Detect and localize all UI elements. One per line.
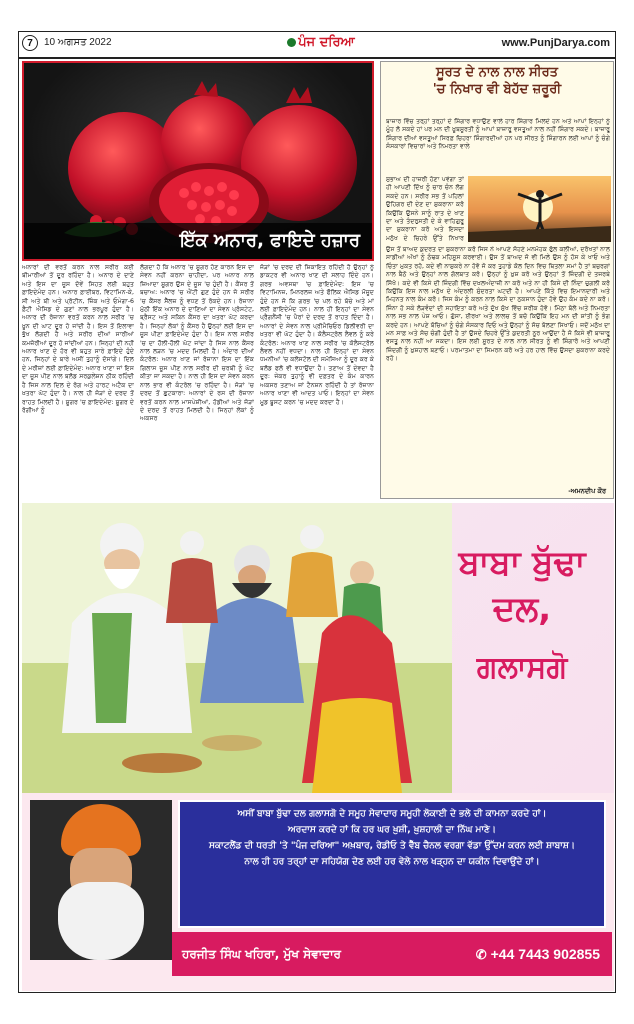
ad-message-line-4: ਨਾਲ ਹੀ ਹਰ ਤਰ੍ਹਾਂ ਦਾ ਸਹਿਯੋਗ ਦੇਣ ਲਈ ਹਰ ਵੇਲੇ ਨਾਲ ਖੜ੍ਹਨ ਦਾ ਯਕੀਨ ਦਿਵਾਉਂਦੇ ਹਾਂ।	[244, 857, 540, 867]
logo-dot-icon	[287, 38, 296, 47]
issue-date: 10 ਅਗਸਤ 2022	[44, 37, 112, 48]
newspaper-logo	[250, 33, 390, 53]
banner-title-line-2: ਦਲ,	[492, 589, 552, 629]
page-header	[18, 30, 616, 56]
banner-title-line-1: ਬਾਬਾ ਬੁੱਢਾ	[458, 543, 586, 583]
side-article-body: ਉਸ ਤੋਂ ਬਾਅਦ ਕੁਦਰਤ ਦਾ ਸ਼ੁਕਰਾਨਾ ਕਰੋ ਜਿਸ ਨੇ ਆਪਣੇ ਸੋਹਣੇ ਮਨਮੋਹਕ ਫੁੱਲ ਕਲੀਆਂ, ਦਰੱਖਤਾਂ ਨਾਲ ਸਾਡੀਆਂ ਅੱਖਾਂ ਨੂੰ ਠੰਢਕ ਮਹਿਸੂਸ ਕਰਵਾਈ। ਉਸ ਤੋਂ ਬਾਅਦ ਜੋ ਵੀ ਮਿਲੇ ਉਸ ਨੂੰ ਹੱਸ ਕੇ ਖਾਓ ਅਤੇ ਚਿੰਤਾ ਮੁਕਤ ਰਹੋ, ਕਦੇ ਵੀ ਨਾਸ਼ੁਕਰੇ ਨਾ ਹੋਵੋ ਜੋ ਕਰ ਤੁਹਾਡੇ ਕੋਲ ਦਿਨ ਵਿਚ ਥਿਤਲਾ ਸਮਾਂ ਹੈ ਤਾਂ ਬਜ਼ੁਰਗਾਂ ਨਾਲ ਬੈਠੋ ਅਤੇ ਉਨ੍ਹਾਂ ਨਾਲ ਗੱਲਬਾਤ ਕਰੋ। ਉਨ੍ਹਾਂ ਨੂੰ ਖ਼ੁਸ਼ ਕਰੋ ਅਤੇ ਉਨ੍ਹਾਂ ਤੋਂ ਜ਼ਿੰਦਗੀ ਦੇ ਤਜਰਬੇ ਸਿੱਖੋ। ਕਦੇ ਵੀ ਕਿਸੇ ਦੀ ਜ਼ਿੰਦਗੀ ਵਿੱਚ ਦਖ਼ਲਅੰਦਾਜ਼ੀ ਨਾ ਕਰੋ ਅਤੇ ਨਾ ਹੀ ਕਿਸੇ ਦੀ ਨਿੰਦਾ ਚੁਗਲੀ ਕਰੋ ਕਿਉਂਕਿ ਇਸ ਨਾਲ ਮਨੁੱਖ ਦੇ ਅੰਦਰਲੀ ਸੁੰਦਰਤਾ ਘਟਦੀ ਹੈ। ਆਪਣੇ ਕਿੱਤੇ ਵਿਚ ਇਮਾਨਦਾਰੀ ਅਤੇ ਮਿਹਨਤ ਨਾਲ ਕੰਮ ਕਰੋ। ਜਿਸ ਕੰਮ ਨੂੰ ਕਰਨ ਨਾਲ ਕਿਸੇ ਦਾ ਨੁਕਸਾਨ ਹੁੰਦਾ ਹੋਵੇ ਉਹ ਕੰਮ ਕਦੇ ਨਾ ਕਰੋ। ਜਿੰਨਾ ਹੋ ਸਕੇ ਲੋੜਵੰਦਾਂ ਦੀ ਸਹਾਇਤਾ ਕਰੋ ਅਤੇ ਦੁੱਖ ਸੁੱਖ ਵਿੱਚ ਸ਼ਰੀਕ ਹੋਵੋ। ਮਿੱਠਾ ਬੋਲੋ ਅਤੇ ਨਿਮਰਤਾ ਨਾਲ ਸਭ ਨਾਲ ਪੇਸ਼ ਆਓ। ਗੁੱਸਾ, ਈਰਖਾ ਅਤੇ ਲਾਲਚ ਤੋਂ ਬਚੋ ਕਿਉਂਕਿ ਇਹ ਮਨ ਦੀ ਸ਼ਾਂਤੀ ਨੂੰ ਭੰਗ ਕਰਦੇ ਹਨ। ਆਪਣੇ ਬੱਚਿਆਂ ਨੂੰ ਚੰਗੇ ਸੰਸਕਾਰ ਦਿਓ ਅਤੇ ਉਨ੍ਹਾਂ ਨੂੰ ਸੱਚ ਬੋਲਣਾ ਸਿਖਾਓ। ਜਦੋਂ ਮਨੁੱਖ ਦਾ ਮਨ ਸਾਫ਼ ਅਤੇ ਸੋਚ ਚੰਗੀ ਹੁੰਦੀ ਹੈ ਤਾਂ ਉਸਦੇ ਚਿਹਰੇ ਉੱਤੇ ਕੁਦਰਤੀ ਨੂਰ ਆਉਂਦਾ ਹੈ ਜੋ ਕਿਸੇ ਵੀ ਬਾਜ਼ਾਰੂ ਵਸਤੂ ਨਾਲ ਨਹੀਂ ਆ ਸਕਦਾ। ਇਸ ਲਈ ਸੂਰਤ ਦੇ ਨਾਲ ਨਾਲ ਸੀਰਤ ਨੂੰ ਵੀ ਸ਼ਿੰਗਾਰੋ ਅਤੇ ਆਪਣੀ ਜ਼ਿੰਦਗੀ ਨੂੰ ਖ਼ੁਸ਼ਹਾਲ ਬਣਾਓ। ਪਰਮਾਤਮਾ ਦਾ ਸਿਮਰਨ ਕਰੋ ਅਤੇ ਹਰ ਹਾਲ ਵਿੱਚ ਉਸਦਾ ਸ਼ੁਕਰਾਨਾ ਕਰਦੇ ਰਹੋ।	[386, 246, 610, 363]
article-column-3: ਜੋੜਾਂ 'ਚ ਦਰਦ ਦੀ ਸ਼ਿਕਾਇਤ ਰਹਿੰਦੀ ਹੈ ਉਨ੍ਹਾਂ ਨੂੰ ਡਾਕਟਰ ਵੀ ਅਨਾਰ ਖਾਣ ਦੀ ਸਲਾਹ ਦਿੰਦੇ ਹਨ। ਗਰਭ ਅਵਸਥਾ 'ਚ ਫ਼ਾਇਦੇਮੰਦ: ਇਸ 'ਚ ਵਿਟਾਮਿਨਜ਼, ਮਿਨਰਲਜ਼ ਅਤੇ ਫੌਲਿਕ ਐਸਿਡ ਮੌਜੂਦ ਹੁੰਦੇ ਹਨ ਜੋ ਕਿ ਗਰਭ 'ਚ ਪਲ ਰਹੇ ਬੱਚੇ ਅਤੇ ਮਾਂ ਲਈ ਫ਼ਾਇਦੇਮੰਦ ਹਨ। ਨਾਲ ਹੀ ਇਨ੍ਹਾਂ ਦਾ ਸੇਵਨ ਪ੍ਰੈਗਨੈਂਸੀ 'ਚ ਪੈਰਾਂ ਦੇ ਦਰਦ ਤੋਂ ਰਾਹਤ ਦਿੰਦਾ ਹੈ। ਅਨਾਰਾਂ ਦੇ ਸੇਵਨ ਨਾਲ ਪ੍ਰੀਮੈਚਿਓਰ ਡਿਲੀਵਰੀ ਦਾ ਖ਼ਤਰਾ ਵੀ ਘੱਟ ਹੁੰਦਾ ਹੈ। ਕੋਲੈਸਟ੍ਰੋਲ ਲੈਵਲ ਨੂੰ ਕਰੇ ਕੰਟਰੋਲ: ਅਨਾਰ ਖਾਣ ਨਾਲ ਸਰੀਰ 'ਚ ਕੋਲੈਸਟ੍ਰੋਲ ਲੈਵਲ ਨਹੀਂ ਵਧਦਾ। ਨਾਲ ਹੀ ਇਨ੍ਹਾਂ ਦਾ ਸੇਵਨ ਧਮਨੀਆਂ 'ਚ ਕਲੋਸਟੋਲ ਦੀ ਸਮੱਸਿਆ ਨੂੰ ਦੂਰ ਕਰ ਕੇ ਬਲੱਡ ਫਲੋ ਵੀ ਵਧਾਉਂਦਾ ਹੈ। ਤਣਾਅ ਤੋਂ ਦੇਵਦਾ ਹੈ ਦੂਰ: ਜੇਕਰ ਤੁਹਾਨੂੰ ਵੀ ਦਫ਼ਤਰ ਦੇ ਕੰਮ ਕਾਰਨ ਅਕਸਰ ਤਣਾਅ ਜਾਂ ਟੈਨਸ਼ਨ ਰਹਿੰਦੀ ਹੈ ਤਾਂ ਰੋਜ਼ਾਨਾ ਅਨਾਰ ਖਾਣਾ ਵੀ ਆਦਤ ਪਾਓ। ਇਨ੍ਹਾਂ ਦਾ ਸੇਵਨ ਮੂਡ ਬੂਸਟ ਕਰਨ 'ਚ ਮਦਦ ਕਰਦਾ ਹੈ।	[260, 264, 374, 406]
sevadar-name: ਹਰਜੀਤ ਸਿੰਘ ਖਹਿਰਾ, ਮੁੱਖ ਸੇਵਾਦਾਰ	[182, 947, 341, 961]
pomegranate-photo	[22, 61, 374, 261]
ad-message-line-3: ਸਕਾਟਲੈਂਡ ਦੀ ਧਰਤੀ 'ਤੇ "ਪੰਜ ਦਰਿਆ" ਅਖ਼ਬਾਰ, ਰੇਡੀਓ ਤੇ ਵੈੱਬ ਚੈਨਲ ਵਰਗਾ ਵੱਡਾ ਉੱਦਮ ਕਰਨ ਲਈ ਸ਼ਾਬਾਸ਼।	[209, 841, 575, 851]
article-column-1: ਅਨਾਰਾਂ ਦੀ ਵਰਤੋਂ ਕਰਨ ਨਾਲ ਸਰੀਰ ਕਈ ਬੀਮਾਰੀਆਂ ਤੋਂ ਦੂਰ ਰਹਿੰਦਾ ਹੈ। ਅਨਾਰ ਦੇ ਦਾਣੇ ਅਤੇ ਇਸ ਦਾ ਜੂਸ ਦੋਵੇਂ ਸਿਹਤ ਲਈ ਬਹੁਤ ਫ਼ਾਇਦੇਮੰਦ ਹਨ। ਅਨਾਰ ਫ਼ਾਈਬਰ, ਵਿਟਾਮਿਨ-ਕੇ, ਸੀ ਅਤੇ ਬੀ ਅਤੇ ਪ੍ਰੋਟੀਨ, ਜ਼ਿੰਕ ਅਤੇ ਓਮੇਗਾ-6 ਫ਼ੈਟੀ ਐਸਿਡ ਦੇ ਗੁਣਾਂ ਨਾਲ ਭਰਪੂਰ ਹੁੰਦਾ ਹੈ। ਅਨਾਰ ਦੀ ਰੋਜ਼ਾਨਾ ਵਰਤੋਂ ਕਰਨ ਨਾਲ ਸਰੀਰ 'ਚ ਖ਼ੂਨ ਦੀ ਘਾਟ ਦੂਰ ਹੋ ਜਾਂਦੀ ਹੈ। ਇਸ ਤੋਂ ਇਲਾਵਾ ਭੁੱਖ ਲੱਗਦੀ ਹੈ ਅਤੇ ਸਰੀਰ ਦੀਆਂ ਸਾਰੀਆਂ ਕਮਜ਼ੋਰੀਆਂ ਦੂਰ ਹੋ ਜਾਂਦੀਆਂ ਹਨ। ਜਿਨ੍ਹਾਂ ਦੀ ਨਹੀਂ ਅਨਾਰ ਖਾਣ ਦੇ ਹੋਰ ਵੀ ਬਹੁਤ ਸਾਰੇ ਫ਼ਾਇਦੇ ਹੁੰਦੇ ਹਨ, ਜਿਨ੍ਹਾਂ ਦੇ ਬਾਰੇ ਅਸੀਂ ਤੁਹਾਨੂੰ ਦੱਸਾਂਗੇ। ਦਿਲ ਦੇ ਮਰੀਜ਼ਾਂ ਲਈ ਫ਼ਾਇਦੇਮੰਦ: ਅਨਾਰ ਖਾਣਾ ਜਾਂ ਇਸ ਦਾ ਜੂਸ ਪੀਣ ਨਾਲ ਬਲੱਡ ਸਰਕੁਲੇਸ਼ਨ ਠੀਕ ਰਹਿੰਦੀ ਹੈ ਜਿਸ ਨਾਲ ਦਿਲ ਦੇ ਰੋਗ ਅਤੇ ਹਾਰਟ ਅਟੈਕ ਦਾ ਖ਼ਤਰਾ ਘੱਟ ਹੁੰਦਾ ਹੈ। ਨਾਲ ਹੀ ਜੋੜਾਂ ਦੇ ਦਰਦ ਤੋਂ ਰਾਹਤ ਮਿਲਦੀ ਹੈ। ਸ਼ੂਗਰ 'ਚ ਫ਼ਾਇਦੇਮੰਦ: ਸ਼ੂਗਰ ਦੇ ਰੋਗੀਆਂ ਨੂੰ	[22, 264, 134, 414]
sevadar-portrait	[30, 800, 172, 960]
header-divider	[18, 57, 616, 59]
side-article-title	[384, 64, 610, 116]
ad-message-box	[178, 800, 606, 928]
article-column-2: ਲੱਗਦਾ ਹੈ ਕਿ ਅਨਾਰ 'ਚ ਸ਼ੂਗਰ ਹੋਣ ਕਾਰਨ ਇਸ ਦਾ ਸੇਵਨ ਨਹੀਂ ਕਰਨਾ ਚਾਹੀਦਾ, ਪਰ ਅਨਾਰ ਨਾਲ ਜ਼ਿਆਦਾ ਸ਼ੂਗਰ ਉਸ ਦੇ ਜੂਸ 'ਚ ਹੁੰਦੀ ਹੈ। ਕੈਂਸਰ ਤੋਂ ਬਚਾਅ: ਅਨਾਰ 'ਚ ਐਂਟੀ ਗੁਣ ਹੁੰਦੇ ਹਨ ਜੋ ਸਰੀਰ 'ਚ ਕੈਂਸਰ ਸੈੱਲਜ਼ ਨੂੰ ਵਧਣ ਤੋਂ ਰੋਕਦੇ ਹਨ। ਰੋਜ਼ਾਨਾ ਮੁੱਠੀ ਇੱਕ ਅਨਾਰ ਦੇ ਦਾਣਿਆਂ ਦਾ ਸੇਵਨ ਪ੍ਰੋਸਟੇਟ, ਬ੍ਰੈਸਟ ਅਤੇ ਸਕਿਨ ਕੈਂਸਰ ਦਾ ਖ਼ਤਰਾ ਘੱਟ ਕਰਦਾ ਹੈ। ਜਿਨ੍ਹਾਂ ਲੋਕਾਂ ਨੂੰ ਕੈਂਸਰ ਹੈ ਉਨ੍ਹਾਂ ਲਈ ਇਸ ਦਾ ਜੂਸ ਪੀਣਾ ਫ਼ਾਇਦੇਮੰਦ ਹੁੰਦਾ ਹੈ। ਇਸ ਨਾਲ ਸਰੀਰ 'ਚ ਦਾ ਹੌਲੀ-ਹੌਲੀ ਘੱਟ ਜਾਂਦਾ ਹੈ ਜਿਸ ਨਾਲ ਕੈਂਸਰ ਨਾਲ ਲੜਨ 'ਚ ਮਦਦ ਮਿਲਦੀ ਹੈ। ਅੰਦਾਰ ਦੀਆਂ ਕੰਟਰੋਲ: ਅਨਾਰ ਖਾਣ ਜਾਂ ਰੋਜ਼ਾਨਾ ਇਸ ਦਾ ਇੱਕ ਗਿਲਾਸ ਜੂਸ ਪੀਣ ਨਾਲ ਸਰੀਰ ਦੀ ਚਰਬੀ ਨੂੰ ਘੱਟ ਕੀਤਾ ਜਾ ਸਕਦਾ ਹੈ। ਨਾਲ ਹੀ ਇਸ ਦਾ ਸੇਵਨ ਕਰਨ ਨਾਲ ਭਾਰ ਵੀ ਕੰਟਰੋਲ 'ਚ ਰਹਿੰਦਾ ਹੈ। ਜੋੜਾਂ 'ਚ ਦਰਦ ਤੋਂ ਛੁਟਕਾਰਾ: ਅਨਾਰਾਂ ਦੇ ਰਸ ਦੀ ਰੋਜ਼ਾਨਾ ਵਰਤੋਂ ਕਰਨ ਨਾਲ ਮਾਸਪੇਸ਼ੀਆਂ, ਹੱਡੀਆਂ ਅਤੇ ਜੋੜਾਂ ਦੇ ਦਰਦ ਤੋਂ ਰਾਹਤ ਮਿਲਦੀ ਹੈ। ਜਿਨ੍ਹਾਂ ਲੋਕਾਂ ਨੂੰ ਅਕਸਰ	[140, 264, 254, 423]
side-title-line-1: ਸੂਰਤ ਦੇ ਨਾਲ ਨਾਲ ਸੀਰਤ	[436, 65, 558, 80]
side-title-line-2: 'ਚ ਨਿਖਾਰ ਵੀ ਬੇਹੱਦ ਜ਼ਰੂਰੀ	[432, 82, 562, 97]
side-article-body-narrow: ਸੁਭਾਅ ਦੀ ਹਾਜ਼ਰੀ ਹੋਣਾ ਪਵੇਗਾ ਤਾਂ ਹੀ ਆਪਣੀ ਦਿੱਖ ਨੂੰ ਚਾਰ ਚੰਨ ਲੱਗ ਸਕਦੇ ਹਨ। ਸਰੀਰ ਸਭ ਤੋਂ ਪਹਿਲਾਂ ਉਹਿਗਰ ਦੀ ਦੇਣ ਦਾ ਸ਼ੁਕਰਾਨਾ ਕਰੋ ਕਿਉਂਕਿ ਉਸਨੇ ਸਾਨੂੰ ਰਾਤ ਦੇ ਖਾਣ ਦਾ ਅਤੇ ਤੰਦਰੁਸਤੀ ਦੇ ਕੇ ਵਾਹਿਗੁਰੂ ਦਾ ਸ਼ੁਕਰਾਨਾ ਕਰੋ ਅਤੇ ਇਸਦਾ ਮਨੁੱਖ ਦੇ ਚਿਹਰੇ ਉੱਤੇ ਨਿਖਾਰ	[386, 176, 464, 242]
page-number: 7	[22, 35, 38, 51]
photo-caption: ਇੱਕ ਅਨਾਰ, ਫਾਇਦੇ ਹਜ਼ਾਰ	[24, 223, 372, 259]
silhouette-photo	[468, 176, 611, 242]
logo-text: ਪੰਜ ਦਰਿਆ	[298, 35, 355, 50]
banner-title-line-3: ਗਲਾਸਗੋ	[476, 650, 568, 685]
phone-icon: ✆	[475, 947, 487, 962]
ad-message-line-2: ਅਰਦਾਸ ਕਰਦੇ ਹਾਂ ਕਿ ਹਰ ਘਰ ਖ਼ੁਸ਼ੀ, ਖ਼ੁਸ਼ਹਾਲੀ ਦਾ ਨਿੱਘ ਮਾਣੇ।	[288, 825, 496, 835]
side-article-author: -ਅਮਨਦੀਪ ਕੌਰ	[568, 487, 606, 495]
banner-title	[432, 540, 612, 632]
ad-name-bar	[172, 932, 612, 976]
phone-number: +44 7443 902855	[490, 946, 600, 962]
side-article-intro: ਬਾਜ਼ਾਰ ਵਿੱਚ ਤਰ੍ਹਾਂ ਤਰ੍ਹਾਂ ਦੇ ਸ਼ਿੰਗਾਰ ਵਧਾਉਣ ਵਾਲੇ ਹਾਰ ਸ਼ਿੰਗਾਰ ਮਿਲਦੇ ਹਨ ਅਤੇ ਆਪਾਂ ਇਨ੍ਹਾਂ ਨੂੰ ਮੂੰਹ ਲੋ ਸਕਦੇ ਹਾਂ ਪਰ ਮਨ ਦੀ ਖ਼ੂਬਸੂਰਤੀ ਨੂੰ ਆਪਾਂ ਬਾਜ਼ਾਰੂ ਵਸਤੂਆਂ ਨਾਲ ਨਹੀਂ ਸ਼ਿੰਗਾਰ ਸਕਦੇ। ਬਾਜ਼ਾਰੂ ਸ਼ਿੰਗਾਰ ਦੀਆਂ ਵਸਤੂਆਂ ਸਿਰਫ਼ ਚਿਹਰਾ ਸ਼ਿੰਗਾਰਦੀਆਂ ਹਨ ਪਰ ਸੀਰਤ ਨੂੰ ਸ਼ਿੰਗਾਰਨ ਲਈ ਆਪਾਂ ਨੂੰ ਚੰਗੇ ਸੰਸਕਾਰਾਂ ਵਿਚਾਰਾਂ ਅਤੇ ਨਿਮਰਤਾ ਵਾਲੇ	[386, 118, 610, 151]
gurus-painting	[22, 503, 452, 793]
beard-shape	[58, 882, 144, 960]
ad-phone[interactable]	[476, 932, 600, 977]
website-url[interactable]: www.PunjDarya.com	[501, 37, 610, 49]
silhouette-icon	[468, 176, 611, 242]
ad-message-line-1: ਅਸੀਂ ਬਾਬਾ ਬੁੱਢਾ ਦਲ ਗਲਾਸਗੋ ਦੇ ਸਮੂਹ ਸੇਵਾਦਾਰ ਸਮੂਹੀ ਲੋਕਾਈ ਦੇ ਭਲੇ ਦੀ ਕਾਮਨਾ ਕਰਦੇ ਹਾਂ।	[237, 809, 547, 819]
